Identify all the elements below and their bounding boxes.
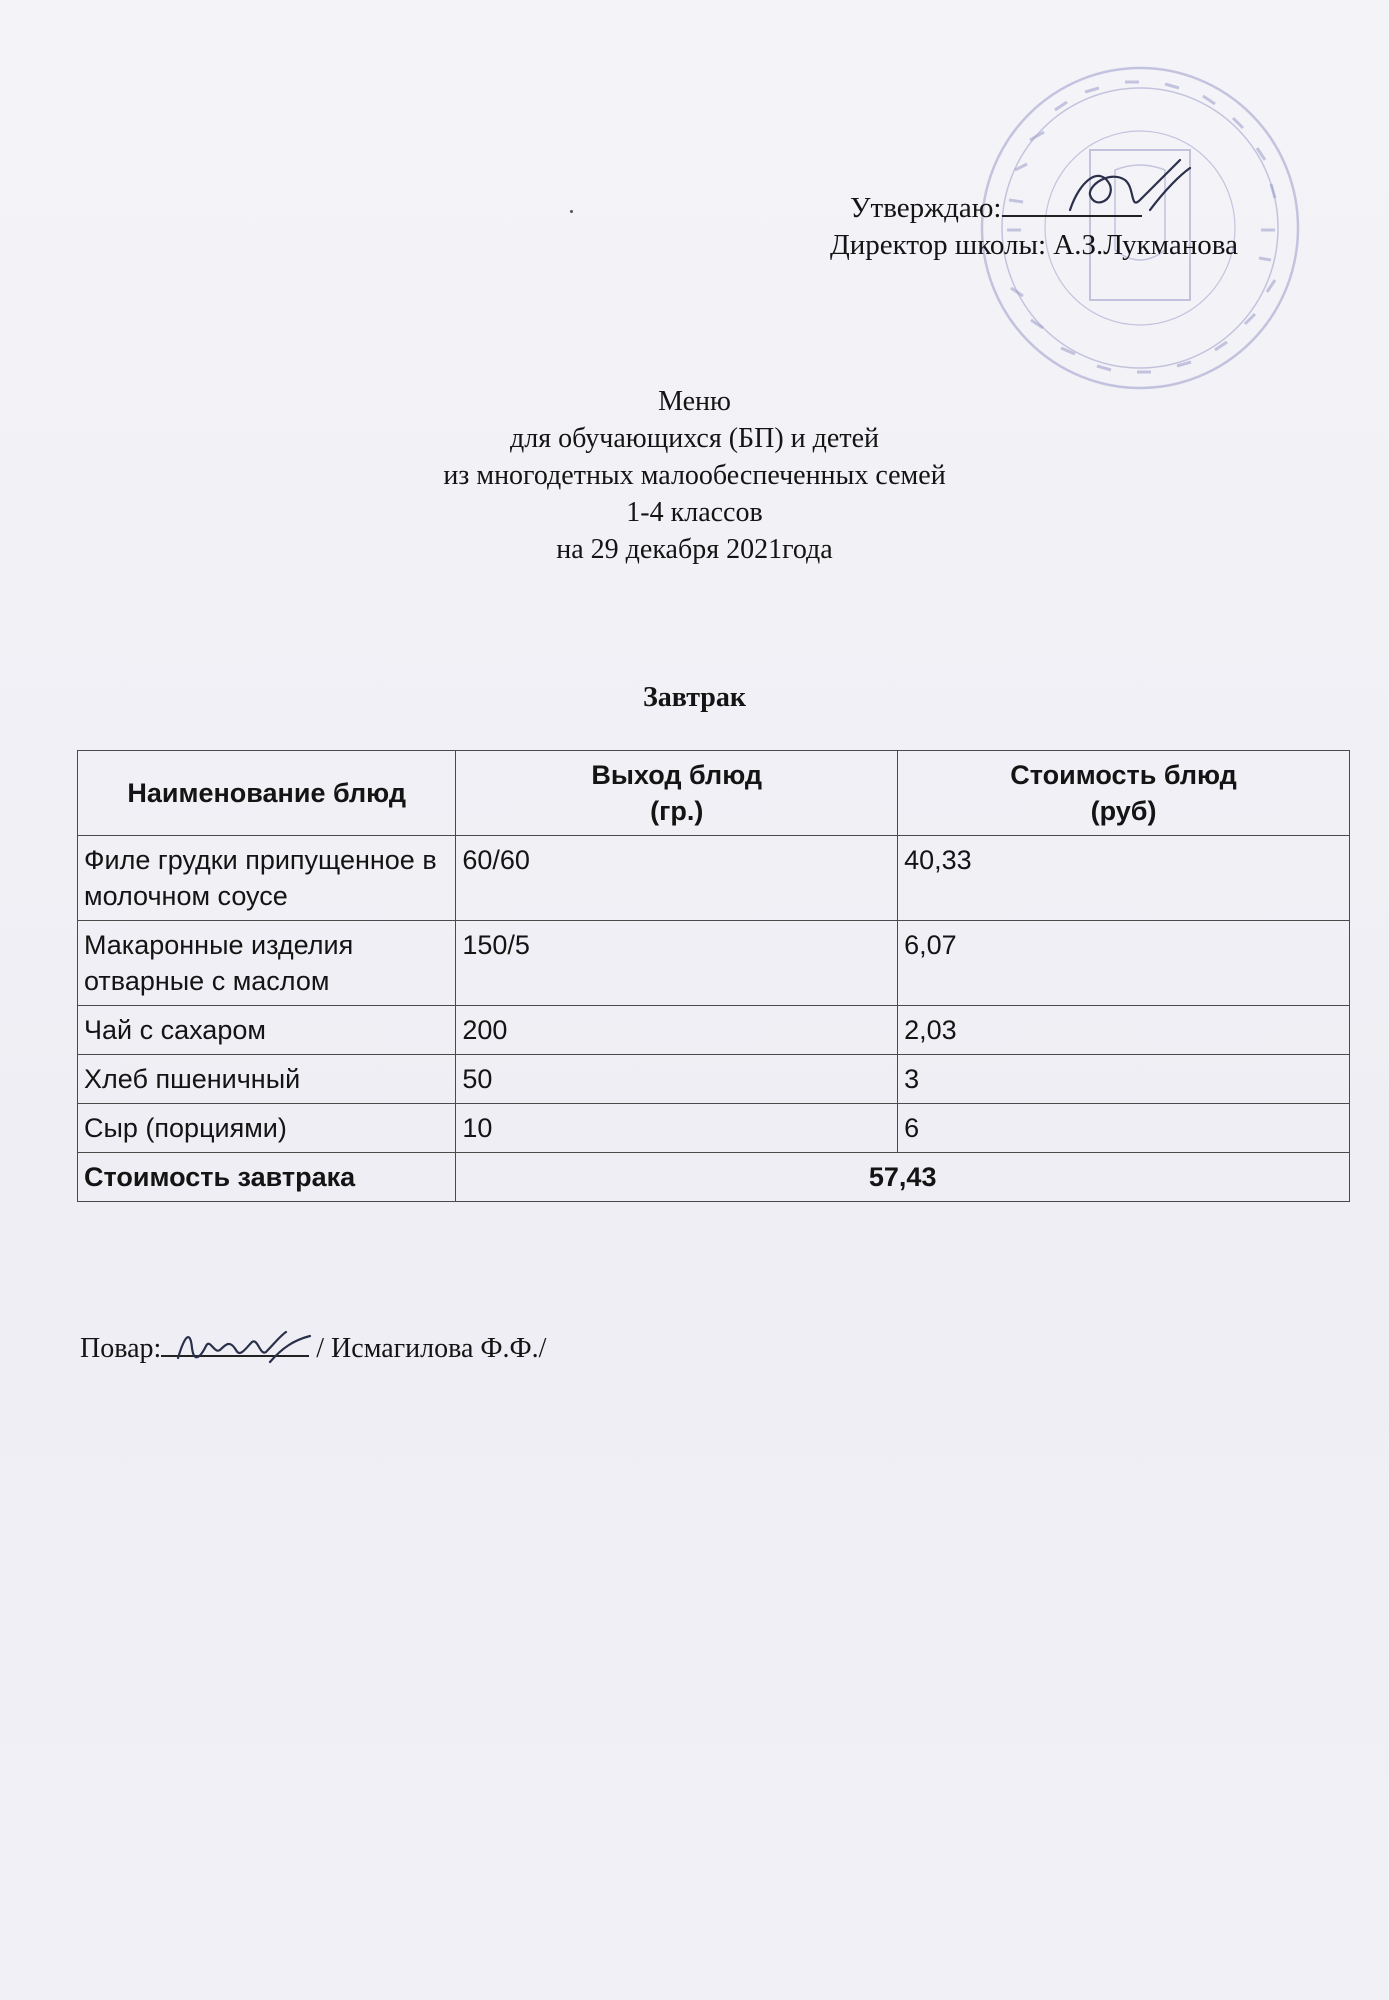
header-cost-line2: (руб)	[1090, 796, 1157, 826]
dish-yield: 150/5	[456, 921, 898, 1006]
dish-yield: 50	[456, 1055, 898, 1104]
dish-name: Чай с сахаром	[78, 1006, 456, 1055]
director-line	[830, 227, 1350, 264]
header-yield	[456, 751, 898, 836]
section-title: Завтрак	[642, 682, 746, 713]
table-row	[78, 1104, 1350, 1153]
table-row	[78, 836, 1350, 921]
table-row	[78, 1006, 1350, 1055]
header-cost-line1: Стоимость блюд	[1010, 760, 1237, 790]
dish-name: Хлеб пшеничный	[78, 1055, 456, 1104]
dish-cost: 6,07	[898, 921, 1350, 1006]
table-row	[78, 921, 1350, 1006]
cook-signature-icon	[170, 1318, 320, 1373]
dish-cost: 2,03	[898, 1006, 1350, 1055]
director-label: Директор школы:	[830, 229, 1046, 261]
dish-cost: 40,33	[898, 836, 1350, 921]
document-title	[0, 383, 1389, 568]
total-value: 57,43	[456, 1153, 1350, 1202]
total-label: Стоимость завтрака	[78, 1153, 456, 1202]
director-signature-icon	[1040, 140, 1220, 230]
table-total-row	[78, 1153, 1350, 1202]
header-name-text: Наименование блюд	[127, 778, 406, 808]
header-yield-line1: Выход блюд	[591, 760, 763, 790]
dish-name: Филе грудки припущенное в молочном соусе	[78, 836, 456, 921]
dish-name: Макаронные изделия отварные с маслом	[78, 921, 456, 1006]
dish-name: Сыр (порциями)	[78, 1104, 456, 1153]
title-line-1: Меню	[658, 386, 731, 417]
table-row	[78, 1055, 1350, 1104]
header-cost	[898, 751, 1350, 836]
cook-label: Повар:	[80, 1333, 162, 1364]
title-line-2: для обучающихся (БП) и детей	[509, 423, 879, 454]
title-line-5: на 29 декабря 2021года	[556, 534, 833, 565]
approval-label: Утверждаю:	[850, 192, 1002, 224]
menu-table	[77, 750, 1350, 1202]
cook-name: / Исмагилова Ф.Ф./	[316, 1333, 547, 1364]
title-line-3: из многодетных малообеспеченных семей	[443, 460, 946, 491]
dish-yield: 200	[456, 1006, 898, 1055]
header-name	[78, 751, 456, 836]
speck	[570, 210, 573, 213]
dish-cost: 6	[898, 1104, 1350, 1153]
dish-yield: 10	[456, 1104, 898, 1153]
director-name: А.З.Лукманова	[1053, 229, 1238, 261]
header-yield-line2: (гр.)	[650, 796, 704, 826]
dish-cost: 3	[898, 1055, 1350, 1104]
title-line-4: 1-4 классов	[626, 497, 763, 528]
dish-yield: 60/60	[456, 836, 898, 921]
table-header-row	[78, 751, 1350, 836]
